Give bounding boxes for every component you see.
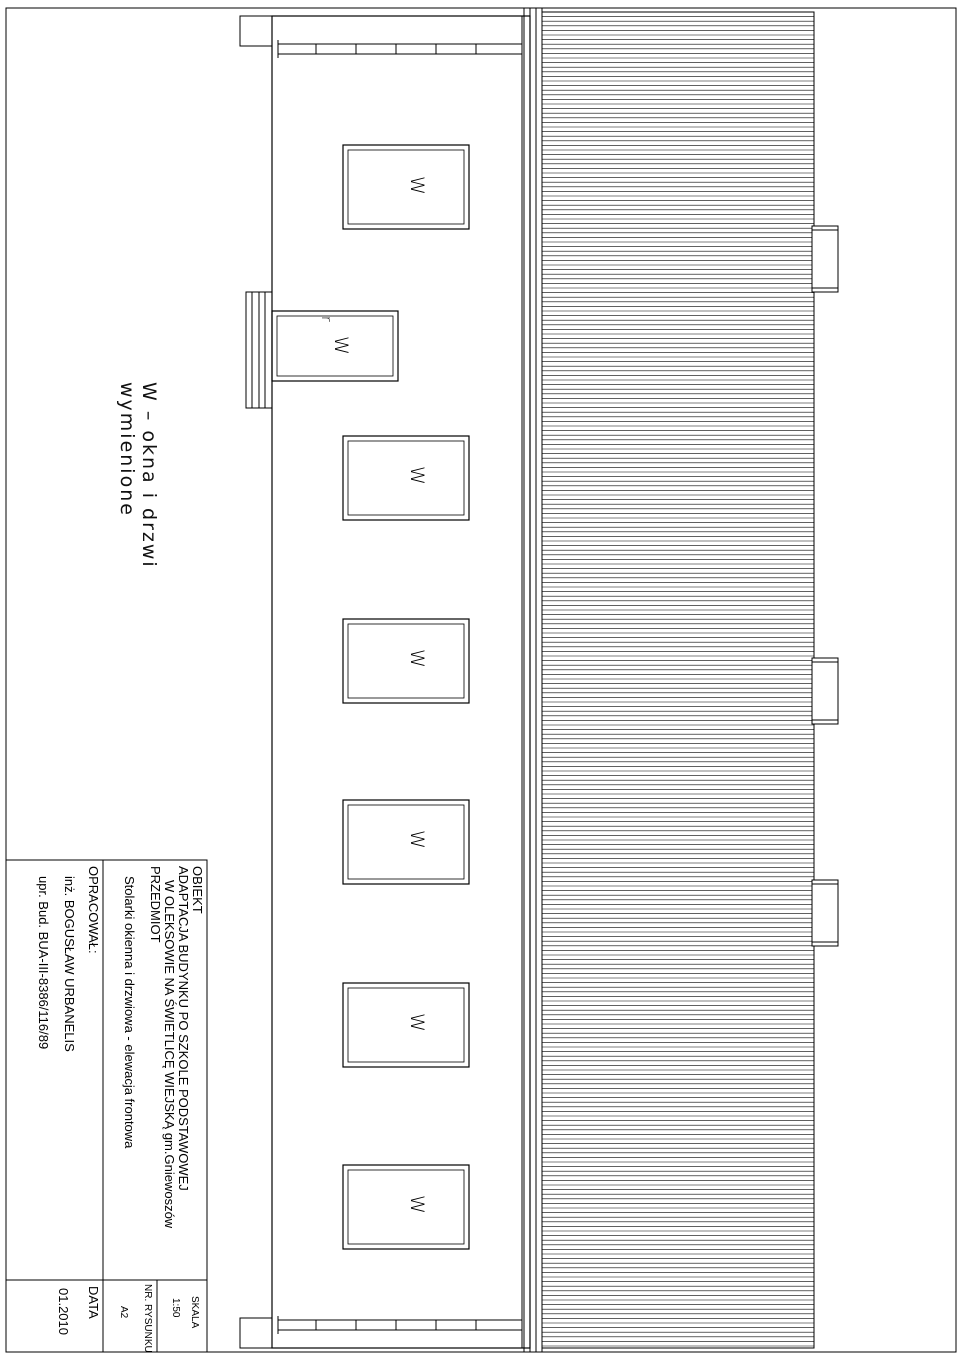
- window-label-4: W: [406, 830, 428, 849]
- opracowal-label: OPRACOWAŁ:: [86, 866, 101, 954]
- legend-line-1: W – okna i drzwi: [138, 382, 160, 569]
- wall-outline: [272, 16, 530, 1348]
- roof-vent-2: [812, 658, 838, 724]
- entrance-steps: [246, 292, 272, 408]
- obiekt-line-1: ADAPTACJA BUDYNKU PO SZKOLE PODSTAWOWEJ: [176, 866, 191, 1191]
- eaves-strips: [524, 8, 542, 1352]
- data-label: DATA: [86, 1286, 101, 1319]
- roof-panels: [542, 12, 814, 1348]
- eave-bar-bottom: [278, 1316, 522, 1334]
- roof-vent-3: [812, 880, 838, 946]
- eave-bar-top: [278, 40, 522, 58]
- door-label: W: [330, 336, 352, 355]
- obiekt-label: OBIEKT: [190, 866, 205, 914]
- window-label-1: W: [406, 176, 428, 195]
- obiekt-line-2: W OLEKSOWIE NA ŚWIETLICĘ WIEJSKĄ gm.Gniewoszów: [162, 880, 177, 1229]
- nr-rysunku-label: NR. RYSUNKU: [142, 1284, 153, 1353]
- window-label-2: W: [406, 466, 428, 485]
- skala-label: SKALA: [189, 1296, 200, 1329]
- plinth-strip-bottom: [240, 1318, 272, 1348]
- window-label-6: W: [406, 1195, 428, 1214]
- nr-rysunku-value: A2: [118, 1306, 129, 1319]
- window-label-3: W: [406, 649, 428, 668]
- legend-line-2: wymienione: [116, 382, 138, 517]
- author-name: inż. BOGUSŁAW URBANELIS: [62, 876, 77, 1052]
- przedmiot-value: Stolarki okienna i drzwiowa - elewacja frontowa: [122, 876, 137, 1149]
- skala-value: 1:50: [170, 1298, 181, 1318]
- plinth-strip-top: [240, 16, 272, 46]
- legend-note: [116, 382, 160, 569]
- roof-border: [542, 12, 814, 1348]
- data-value: 01.2010: [56, 1288, 71, 1335]
- window-label-5: W: [406, 1013, 428, 1032]
- license-number: upr. Bud. BUA-III-8386/116/89: [36, 876, 51, 1050]
- door-mark: r: [318, 316, 334, 322]
- przedmiot-label: PRZEDMIOT: [148, 866, 163, 943]
- roof-vent-1: [812, 226, 838, 292]
